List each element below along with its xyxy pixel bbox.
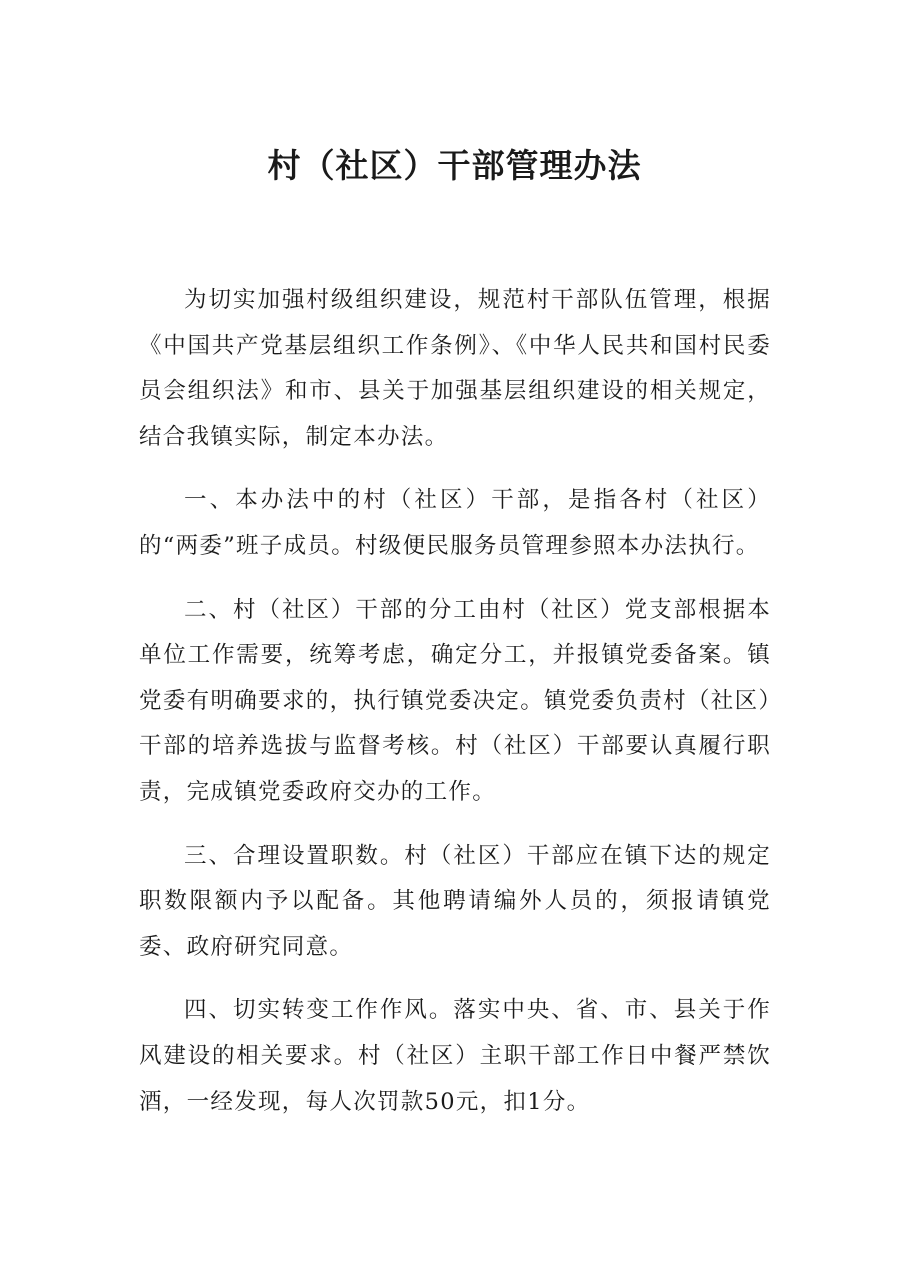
paragraph-preamble: 为切实加强村级组织建设，规范村干部队伍管理，根据《中国共产党基层组织工作条例》、《中华人民共和国村民委员会组织法》和市、县关于加强基层组织建设的相关规定，结合我镇实际，制定本办法。 xyxy=(139,287,771,450)
paragraph-article-1: 一、本办法中的村（社区）干部，是指各村（社区）的“两委”班子成员。村级便民服务员管理参照本办法执行。 xyxy=(139,487,771,559)
document-title: 村（社区）干部管理办法 xyxy=(267,146,642,185)
paragraph-article-3: 三、合理设置职数。村（社区）干部应在镇下达的规定职数限额内予以配备。其他聘请编外人员的，须报请镇党委、政府研究同意。 xyxy=(139,842,771,960)
document-body xyxy=(139,278,771,1143)
paragraph-article-4: 四、切实转变工作作风。落实中央、省、市、县关于作风建设的相关要求。村（社区）主职干部工作日中餐严禁饮酒，一经发现，每人次罚款50元，扣1分。 xyxy=(139,997,771,1115)
paragraph-article-2: 二、村（社区）干部的分工由村（社区）党支部根据本单位工作需要，统筹考虑，确定分工，并报镇党委备案。镇党委有明确要求的，执行镇党委决定。镇党委负责村（社区）干部的培养选拔与监督考核。村（社区）干部要认真履行职责，完成镇党委政府交办的工作。 xyxy=(139,596,771,805)
